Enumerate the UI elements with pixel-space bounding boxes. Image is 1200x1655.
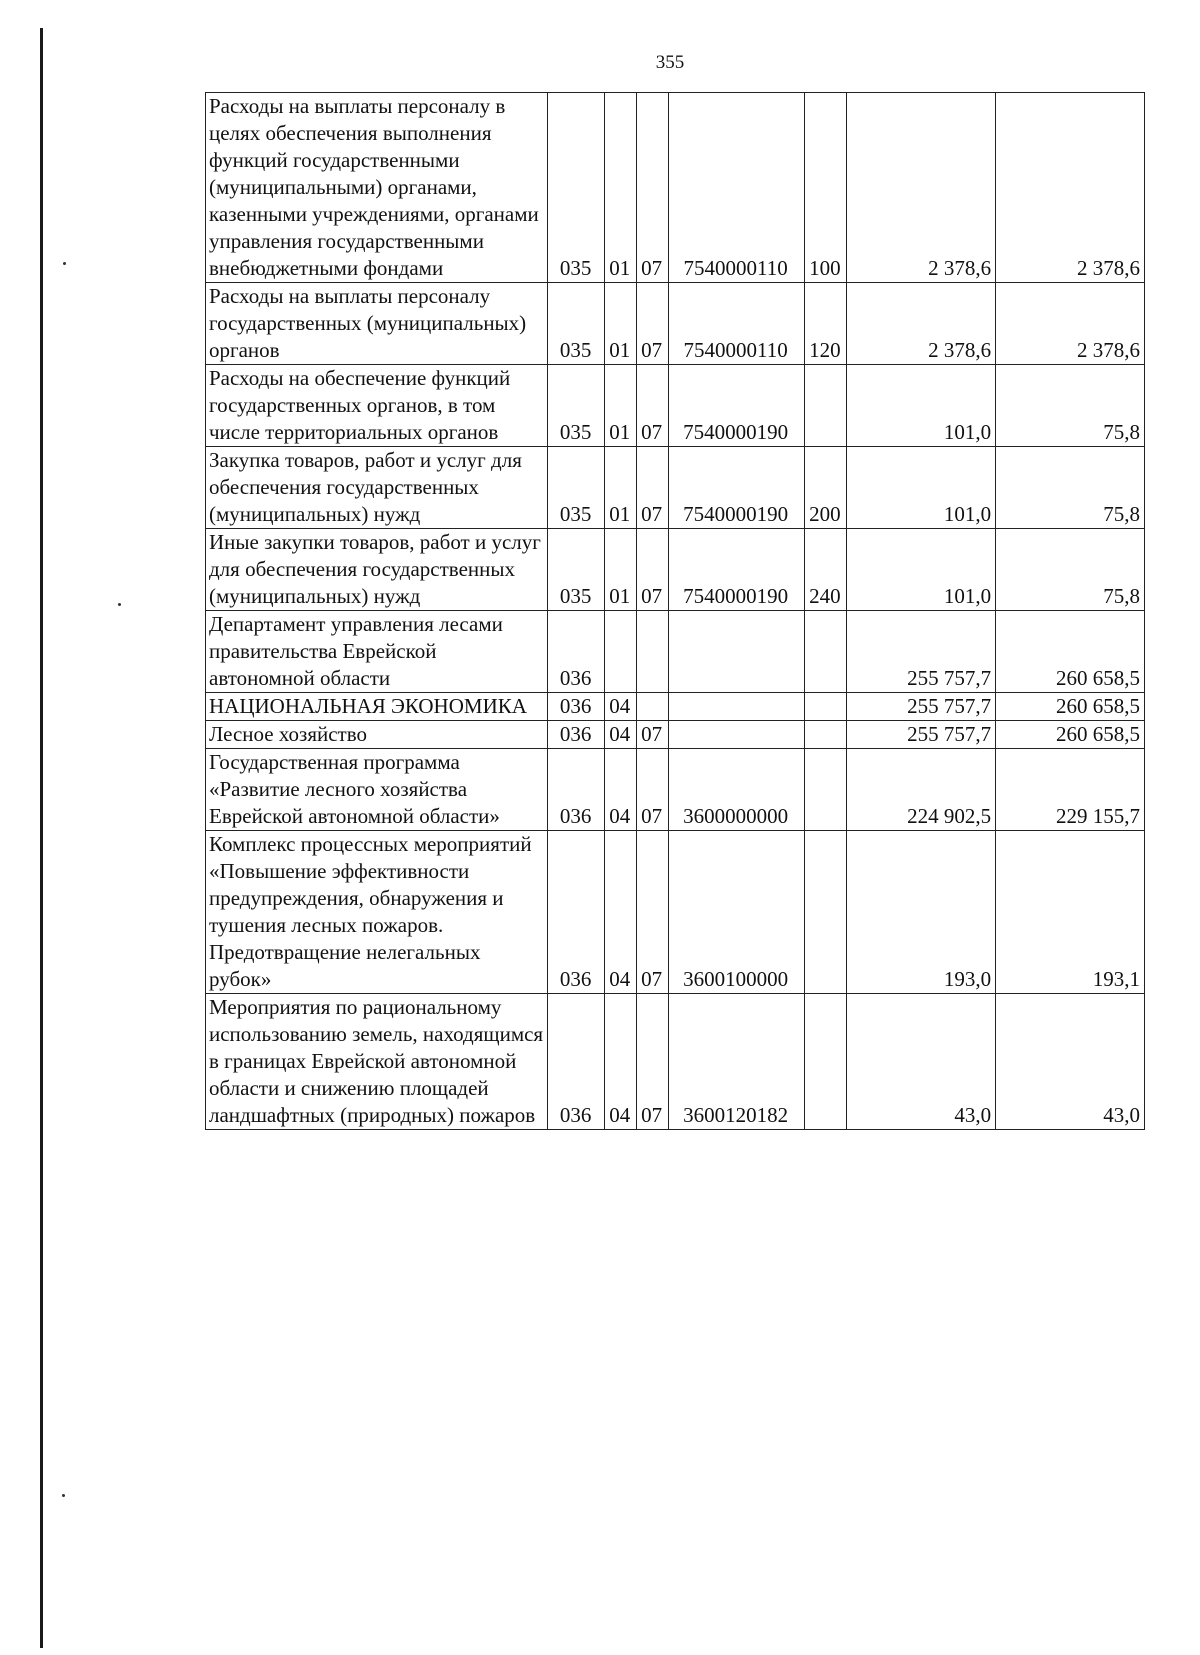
section-code-cell — [604, 611, 636, 693]
table-row — [206, 93, 1145, 283]
section-code-cell: 01 — [604, 529, 636, 611]
ministry-code-cell: 036 — [548, 721, 604, 749]
row-name-cell: Комплекс процессных мероприятий «Повышение эффективности предупреждения, обнаружения и тушения лесных пожаров. Предотвращение нелегальных рубок» — [206, 831, 548, 994]
amount-year1-cell: 2 378,6 — [847, 283, 996, 365]
section-code-cell: 01 — [604, 283, 636, 365]
table-row — [206, 529, 1145, 611]
amount-year2-cell: 2 378,6 — [996, 93, 1145, 283]
amount-year1-cell: 101,0 — [847, 529, 996, 611]
amount-year2-cell: 260 658,5 — [996, 721, 1145, 749]
section-code-cell: 04 — [604, 749, 636, 831]
row-name-cell: НАЦИОНАЛЬНАЯ ЭКОНОМИКА — [206, 693, 548, 721]
amount-year2-cell: 260 658,5 — [996, 611, 1145, 693]
table-row — [206, 721, 1145, 749]
target-article-cell: 3600000000 — [668, 749, 804, 831]
amount-year2-cell: 75,8 — [996, 447, 1145, 529]
row-name-cell: Расходы на выплаты персоналу в целях обеспечения выполнения функций государственными (муниципальными) органами, казенными учреждениями, органами управления государственными внебюджетными фондами — [206, 93, 548, 283]
ministry-code-cell: 035 — [548, 283, 604, 365]
amount-year1-cell: 43,0 — [847, 994, 996, 1130]
ministry-code-cell: 036 — [548, 994, 604, 1130]
section-code-cell: 01 — [604, 447, 636, 529]
target-article-cell: 3600100000 — [668, 831, 804, 994]
amount-year1-cell: 101,0 — [847, 365, 996, 447]
subsection-code-cell: 07 — [636, 831, 668, 994]
table-row — [206, 283, 1145, 365]
table-row — [206, 611, 1145, 693]
target-article-cell: 7540000110 — [668, 283, 804, 365]
table-row — [206, 749, 1145, 831]
expense-type-cell: 200 — [804, 447, 847, 529]
ministry-code-cell: 036 — [548, 611, 604, 693]
table-row — [206, 693, 1145, 721]
amount-year1-cell: 224 902,5 — [847, 749, 996, 831]
scan-speck — [118, 603, 121, 606]
expense-type-cell — [804, 749, 847, 831]
section-code-cell: 04 — [604, 994, 636, 1130]
subsection-code-cell: 07 — [636, 721, 668, 749]
amount-year2-cell: 229 155,7 — [996, 749, 1145, 831]
expense-type-cell — [804, 693, 847, 721]
expense-type-cell — [804, 365, 847, 447]
expense-type-cell — [804, 831, 847, 994]
row-name-cell: Государственная программа «Развитие лесного хозяйства Еврейской автономной области» — [206, 749, 548, 831]
amount-year2-cell: 193,1 — [996, 831, 1145, 994]
amount-year2-cell: 75,8 — [996, 365, 1145, 447]
binding-line — [40, 28, 43, 1648]
ministry-code-cell: 036 — [548, 831, 604, 994]
table-row — [206, 831, 1145, 994]
expense-type-cell — [804, 611, 847, 693]
section-code-cell: 01 — [604, 365, 636, 447]
expense-type-cell: 100 — [804, 93, 847, 283]
table-row — [206, 365, 1145, 447]
section-code-cell: 04 — [604, 831, 636, 994]
ministry-code-cell: 035 — [548, 447, 604, 529]
ministry-code-cell: 035 — [548, 365, 604, 447]
target-article-cell: 7540000190 — [668, 365, 804, 447]
row-name-cell: Закупка товаров, работ и услуг для обеспечения государственных (муниципальных) нужд — [206, 447, 548, 529]
subsection-code-cell: 07 — [636, 93, 668, 283]
expense-type-cell — [804, 994, 847, 1130]
target-article-cell: 7540000110 — [668, 93, 804, 283]
amount-year2-cell: 2 378,6 — [996, 283, 1145, 365]
subsection-code-cell: 07 — [636, 283, 668, 365]
target-article-cell: 7540000190 — [668, 529, 804, 611]
target-article-cell — [668, 611, 804, 693]
row-name-cell: Расходы на обеспечение функций государственных органов, в том числе территориальных органов — [206, 365, 548, 447]
subsection-code-cell: 07 — [636, 994, 668, 1130]
amount-year2-cell: 260 658,5 — [996, 693, 1145, 721]
scan-speck — [63, 262, 66, 265]
amount-year1-cell: 101,0 — [847, 447, 996, 529]
subsection-code-cell: 07 — [636, 529, 668, 611]
subsection-code-cell — [636, 611, 668, 693]
expense-type-cell — [804, 721, 847, 749]
section-code-cell: 04 — [604, 693, 636, 721]
expense-type-cell: 120 — [804, 283, 847, 365]
subsection-code-cell: 07 — [636, 447, 668, 529]
table-row — [206, 994, 1145, 1130]
row-name-cell: Иные закупки товаров, работ и услуг для обеспечения государственных (муниципальных) нужд — [206, 529, 548, 611]
page-number: 355 — [655, 52, 685, 73]
ministry-code-cell: 036 — [548, 693, 604, 721]
amount-year2-cell: 75,8 — [996, 529, 1145, 611]
scan-speck — [62, 1494, 65, 1497]
row-name-cell: Департамент управления лесами правительства Еврейской автономной области — [206, 611, 548, 693]
row-name-cell: Лесное хозяйство — [206, 721, 548, 749]
budget-table — [205, 92, 1145, 1130]
section-code-cell: 04 — [604, 721, 636, 749]
target-article-cell: 7540000190 — [668, 447, 804, 529]
subsection-code-cell: 07 — [636, 749, 668, 831]
row-name-cell: Расходы на выплаты персоналу государственных (муниципальных) органов — [206, 283, 548, 365]
subsection-code-cell: 07 — [636, 365, 668, 447]
amount-year1-cell: 2 378,6 — [847, 93, 996, 283]
section-code-cell: 01 — [604, 93, 636, 283]
ministry-code-cell: 036 — [548, 749, 604, 831]
target-article-cell — [668, 721, 804, 749]
target-article-cell — [668, 693, 804, 721]
ministry-code-cell: 035 — [548, 529, 604, 611]
table-row — [206, 447, 1145, 529]
amount-year1-cell: 255 757,7 — [847, 611, 996, 693]
amount-year1-cell: 193,0 — [847, 831, 996, 994]
row-name-cell: Мероприятия по рациональному использованию земель, находящимся в границах Еврейской автономной области и снижению площадей ландшафтных (природных) пожаров — [206, 994, 548, 1130]
amount-year1-cell: 255 757,7 — [847, 721, 996, 749]
target-article-cell: 3600120182 — [668, 994, 804, 1130]
expense-type-cell: 240 — [804, 529, 847, 611]
amount-year2-cell: 43,0 — [996, 994, 1145, 1130]
ministry-code-cell: 035 — [548, 93, 604, 283]
subsection-code-cell — [636, 693, 668, 721]
amount-year1-cell: 255 757,7 — [847, 693, 996, 721]
